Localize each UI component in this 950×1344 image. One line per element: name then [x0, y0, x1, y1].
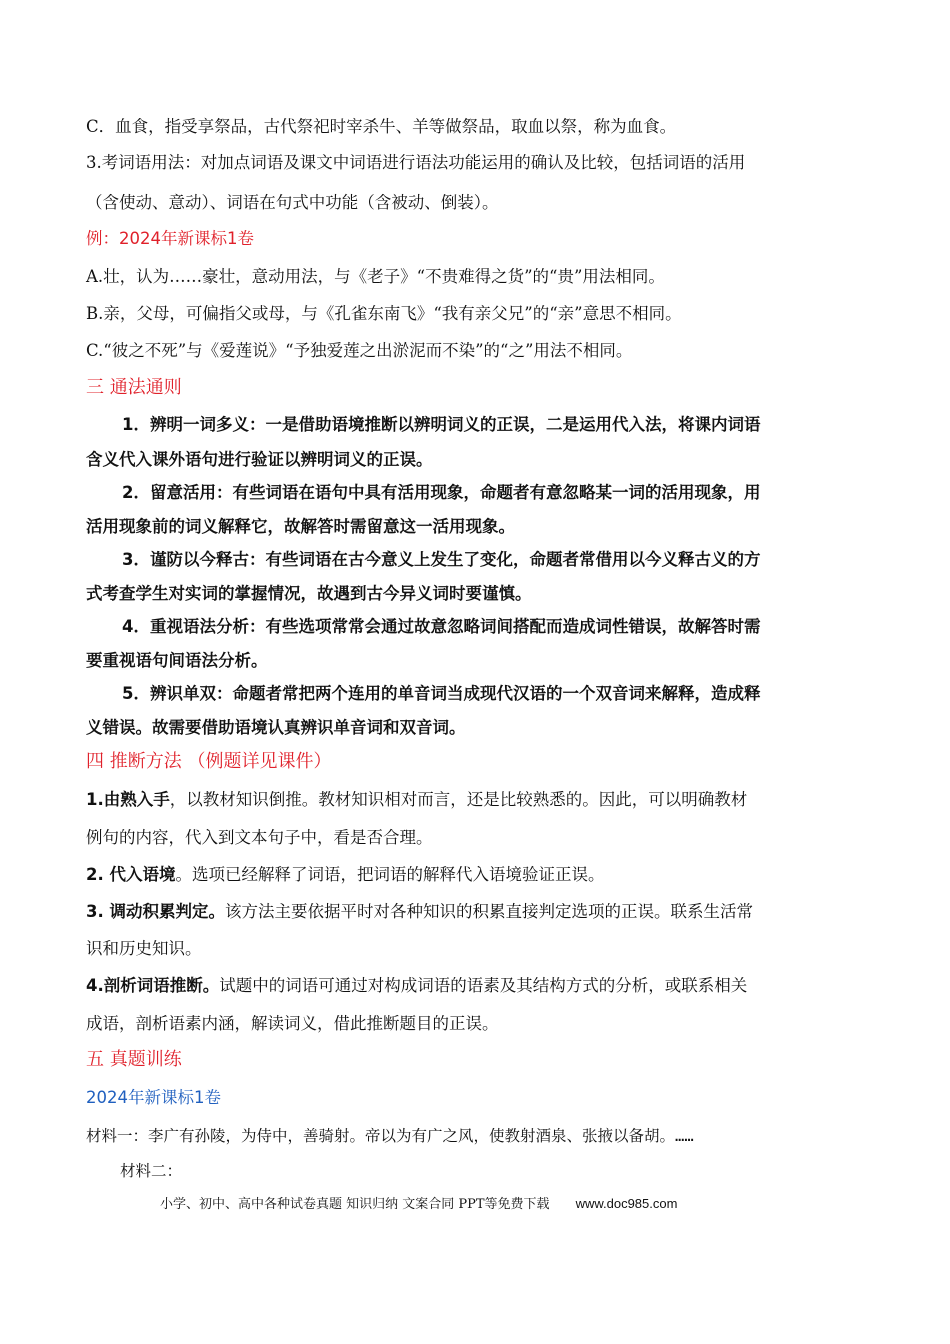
- method-2: [86, 864, 864, 886]
- section-heading-4: 四 推断方法 （例题详见课件）: [86, 751, 332, 772]
- rule-5-cont: 义错误。故需要借助语境认真辨识单音词和双音词。: [86, 718, 466, 737]
- method-4-cont: 成语，剖析语素内涵，解读词义，借此推断题目的正误。: [86, 1014, 499, 1033]
- method-1-title: 1.由熟入手: [86, 790, 170, 809]
- method-4-text: 试题中的词语可通过对构成词语的语素及其结构方式的分析，或联系相关: [219, 976, 748, 995]
- example-label: 例：2024年新课标1卷: [86, 229, 254, 248]
- method-3-title: 3. 调动积累判定。: [86, 902, 225, 921]
- paragraph-blood-food: C．血食，指受享祭品，古代祭祀时宰杀牛、羊等做祭品，取血以祭，称为血食。: [86, 117, 677, 136]
- method-1: [86, 789, 864, 811]
- method-3-cont: 识和历史知识。: [86, 939, 202, 958]
- section-heading-3: 三 通法通则: [86, 377, 182, 398]
- rule-2-cont: 活用现象前的词义解释它，故解答时需留意这一活用现象。: [86, 517, 515, 536]
- section-heading-5: 五 真题训练: [86, 1049, 182, 1070]
- method-4-title: 4.剖析词语推断。: [86, 976, 220, 995]
- method-4: [86, 975, 864, 997]
- rule-5: 5．辨识单双：命题者常把两个连用的单音词当成现代汉语的一个双音词来解释，造成释: [122, 684, 761, 703]
- example-option-a: A.壮，认为……豪壮，意动用法，与《老子》“不贵难得之货”的“贵”用法相同。: [86, 267, 665, 286]
- example-option-b: B.亲，父母，可偏指父或母，与《孔雀东南飞》“我有亲父兄”的“亲”意思不相同。: [86, 304, 682, 323]
- exam-label: 2024年新课标1卷: [86, 1088, 221, 1107]
- method-2-title: 2. 代入语境: [86, 865, 176, 884]
- material-two: 材料二：: [120, 1162, 183, 1180]
- rule-1: 1．辨明一词多义：一是借助语境推断以辨明词义的正误，二是运用代入法，将课内词语: [122, 415, 761, 434]
- material-one: 材料一：李广有孙陵，为侍中，善骑射。帝以为有广之风，使教射酒泉、张掖以备胡。……: [86, 1127, 694, 1145]
- rule-2: 2．留意活用：有些词语在语句中具有活用现象，命题者有意忽略某一词的活用现象，用: [122, 483, 761, 502]
- paragraph-word-usage-cont: （含使动、意动）、词语在句式中功能（含被动、倒装）。: [86, 193, 499, 212]
- method-1-text: ，以教材知识倒推。教材知识相对而言，还是比较熟悉的。因此，可以明确教材: [169, 790, 748, 809]
- method-2-text: 。选项已经解释了词语，把词语的解释代入语境验证正误。: [175, 865, 605, 884]
- paragraph-word-usage: 3.考词语用法：对加点词语及课文中词语进行语法功能运用的确认及比较，包括词语的活用: [86, 153, 746, 172]
- rule-4: 4．重视语法分析：有些选项常常会通过故意忽略词间搭配而造成词性错误，故解答时需: [122, 617, 761, 636]
- method-3: [86, 901, 864, 923]
- rule-4-cont: 要重视语句间语法分析。: [86, 651, 268, 670]
- page-footer: [160, 1193, 677, 1212]
- rule-1-cont: 含义代入课外语句进行验证以辨明词义的正误。: [86, 450, 433, 469]
- method-1-cont: 例句的内容，代入到文本句子中，看是否合理。: [86, 828, 433, 847]
- footer-url[interactable]: www.doc985.com: [575, 1196, 678, 1211]
- footer-text: 小学、初中、高中各种试卷真题 知识归纳 文案合同 PPT等免费下载: [160, 1197, 550, 1212]
- rule-3-cont: 式考查学生对实词的掌握情况，故遇到古今异义词时要谨慎。: [86, 584, 532, 603]
- example-option-c: C.“彼之不死”与《爱莲说》“予独爱莲之出淤泥而不染”的“之”用法不相同。: [86, 341, 633, 360]
- rule-3: 3．谨防以今释古：有些词语在古今意义上发生了变化，命题者常借用以今义释古义的方: [122, 550, 761, 569]
- method-3-text: 该方法主要依据平时对各种知识的积累直接判定选项的正误。联系生活常: [225, 902, 753, 921]
